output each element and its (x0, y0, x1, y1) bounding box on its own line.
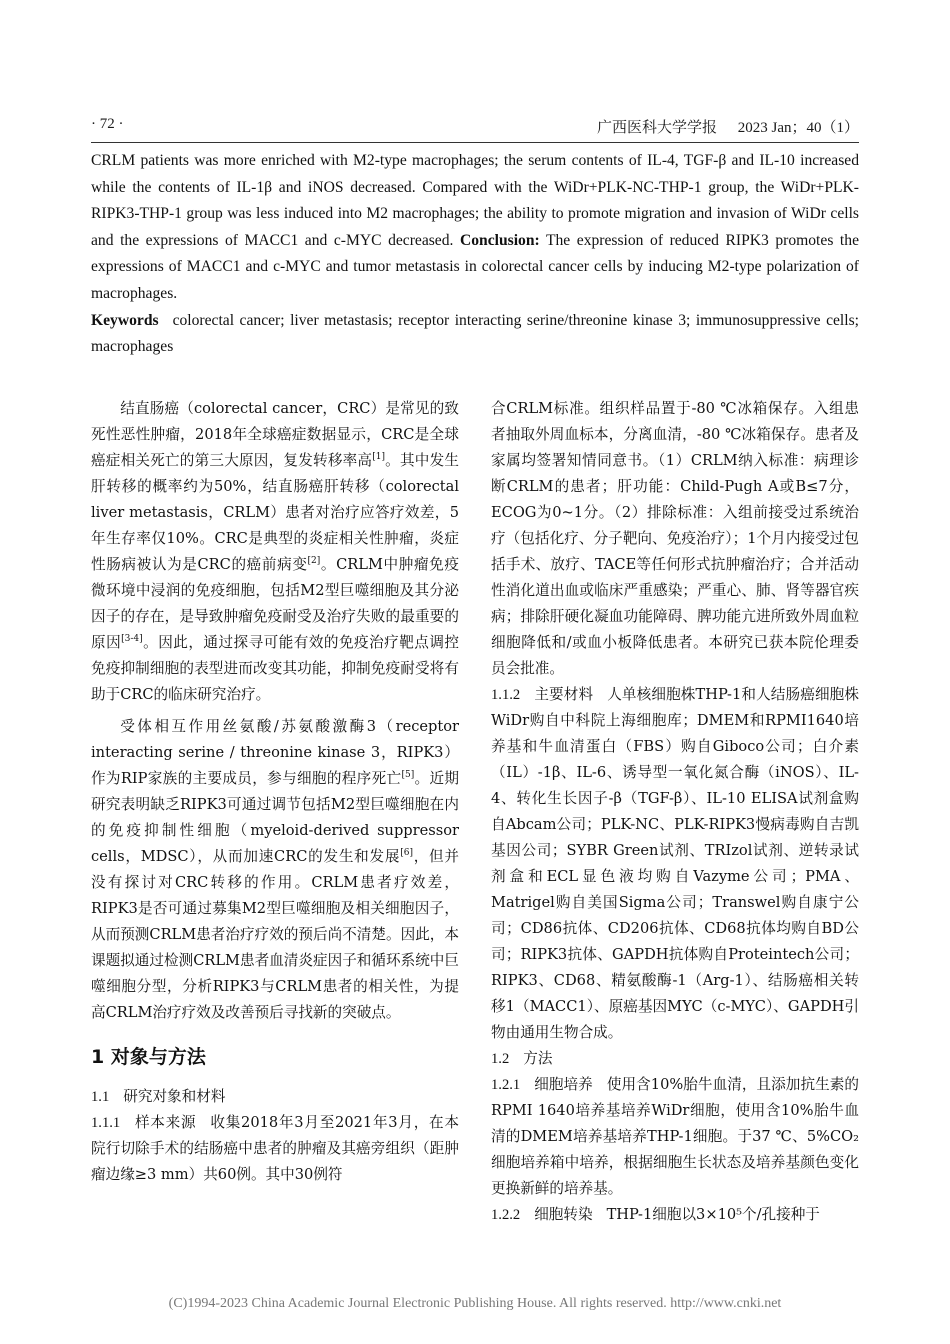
subsection-1-2-1 (491, 1072, 859, 1202)
section-heading: 1 对象与方法 (91, 1046, 206, 1068)
subsection-number: 1.1 (91, 1089, 110, 1105)
citation: [2] (307, 556, 321, 567)
subsection-number: 1.2.2 (491, 1207, 521, 1223)
right-column (491, 396, 859, 1228)
citation: [5] (401, 770, 415, 781)
subsection-1-2-2 (491, 1202, 859, 1228)
conclusion-label: Conclusion: (459, 231, 540, 249)
intro-paragraph-2 (91, 714, 459, 1026)
abstract-results-text: CRLM patients was more enriched with M2-type macrophages; the serum contents of IL-4, TGF-β and IL-10 increased while the contents of IL-1β and iNOS decreased. Compared with the WiDr+PLK-NC-THP-1 group, the WiDr+PLK-RIPK3-THP-1 group was less induced into M2 macrophages; the ability to promote migration and invasion of WiDr cells and the expressions of MACC1 and c-MYC decreased. (91, 152, 859, 249)
sample-paragraph-continued: 合CRLM标准。组织样品置于-80 ℃冰箱保存。入组患者抽取外周血标本，分离血清，-80 ℃冰箱保存。患者及家属均签署知情同意书。（1）CRLM纳入标准：病理诊断CRLM的患者；肝功能：Child-Pugh A或B≤7分，ECOG为0~1分。（2）排除标准：入组前接受过系统治疗（包括化疗、分子靶向、免疫治疗）；1个月内接受过包括手术、放疗、TACE等任何形式抗肿瘤治疗；合并活动性消化道出血或临床严重感染；严重心、肺、肾等器官疾病；排除肝硬化凝血功能障碍、脾功能亢进所致外周血粒细胞降低和/或血小板降低患者。本研究已获本院伦理委员会批准。 (491, 400, 859, 677)
intro-text: 结直肠癌（colorectal cancer，CRC）是常见的致死性恶性肿瘤，2018年全球癌症数据显示，CRC是全球癌症相关死亡的第三大原因，复发转移率高 (91, 400, 459, 469)
abstract-conclusion-text: The expression of reduced RIPK3 promotes the expressions of MACC1 and c-MYC and tumor metastasis in colorectal cancer cells by inducing M2-type polarization of macrophages. (91, 231, 859, 302)
subsection-1-2 (491, 1046, 859, 1072)
subsection-1-1 (91, 1084, 459, 1110)
intro-text: 受体相互作用丝氨酸/苏氨酸激酶3（receptor interacting serine / threonine kinase 3，RIPK3）作为RIP家族的主要成员，参与细胞的程序死亡 (91, 718, 459, 787)
english-abstract (91, 148, 859, 361)
keywords-label: Keywords (91, 311, 159, 329)
keywords (91, 308, 859, 361)
left-column (91, 396, 459, 1188)
journal-title: 广西医科大学学报 (596, 118, 717, 136)
page-number: · 72 · (91, 116, 124, 132)
intro-text: 。近期研究表明缺乏RIPK3可通过调节包括M2型巨噬细胞在内的免疫抑制性细胞（myeloid-derived suppressor cells，MDSC），从而加速CRC的发生和发展 (91, 770, 459, 865)
intro-text: 。其中发生肝转移的概率约为50%，结直肠癌肝转移（colorectal liver metastasis，CRLM）患者对治疗应答疗效差，5年生存率仅10%。CRC是典型的炎症相关性肿瘤，炎症性肠病被认为是CRC的癌前病变 (91, 452, 459, 573)
intro-text: 。CRLM中肿瘤免疫微环境中浸润的免疫细胞，包括M2型巨噬细胞及其分泌因子的存在，是导致肿瘤免疫耐受及治疗失败的最重要的原因 (91, 556, 459, 651)
subsection-number: 1.1.2 (491, 687, 521, 703)
subsection-number: 1.2 (491, 1051, 510, 1067)
subsection-title: 细胞培养 (534, 1076, 593, 1093)
header-rule (91, 142, 859, 143)
abstract-paragraph (91, 148, 859, 308)
subsection-title: 方法 (523, 1050, 553, 1067)
intro-paragraph-1 (91, 396, 459, 708)
subsection-1-1-2 (491, 682, 859, 1046)
subsection-text: 收集2018年3月至2021年3月，在本院行切除手术的结肠癌中患者的肿瘤及其癌旁组织（距肿瘤边缘≥3 mm）共60例。其中30例符 (91, 1114, 459, 1183)
citation: [6] (400, 848, 413, 859)
intro-text: ，但并没有探讨对CRC转移的作用。CRLM患者疗效差，RIPK3是否可通过募集M2型巨噬细胞及相关细胞因子，从而预测CRLM患者治疗疗效的预后尚不清楚。因此，本课题拟通过检测CRLM患者血清炎症因子和循环系统中巨噬细胞分型，分析RIPK3与CRLM患者的相关性，为提高CRLM治疗疗效及改善预后寻找新的突破点。 (91, 848, 459, 1021)
subsection-text: THP-1细胞以3×10⁵个/孔接种于 (606, 1206, 820, 1223)
subsection-title: 主要材料 (534, 686, 594, 703)
subsection-1-1-1 (91, 1110, 459, 1188)
subsection-text: 人单核细胞株THP-1和人结肠癌细胞株WiDr购自中科院上海细胞库；DMEM和RPMI1640培养基和牛血清蛋白（FBS）购自Giboco公司；白介素（IL）-1β、IL-6、诱导型一氧化氮合酶（iNOS）、IL-4、转化生长因子-β（TGF-β）、IL-10 ELISA试剂盒购自Abcam公司；PLK-NC、PLK-RIPK3慢病毒购自吉凯基因公司；SYBR Green试剂、TRIzol试剂、逆转录试剂盒和ECL显色液均购自Vazyme公司；PMA、Matrigel购自美国Sigma公司；Transwel购自康宁公司；CD86抗体、CD206抗体、CD68抗体均购自BD公司；RIPK3抗体、GAPDH抗体购自Proteintech公司；RIPK3、CD68、精氨酸酶-1（Arg-1）、结肠癌相关转移1（MACC1）、原癌基因MYC（c-MYC）、GAPDH引物由通用生物合成。 (491, 686, 859, 1041)
subsection-text: 使用含10%胎牛血清，且添加抗生素的RPMI 1640培养基培养WiDr细胞，使用含10%胎牛血清的DMEM培养基培养THP-1细胞。于37 ℃、5%CO₂细胞培养箱中培养，根据细胞生长状态及培养基颜色变化更换新鲜的培养基。 (491, 1076, 859, 1197)
copyright-footer: (C)1994-2023 China Academic Journal Electronic Publishing House. All rights reserved. http://www.cnki.net (168, 1296, 782, 1311)
subsection-title: 研究对象和材料 (123, 1088, 226, 1105)
citation: [3-4] (121, 634, 143, 645)
subsection-title: 样本来源 (134, 1114, 197, 1131)
subsection-title: 细胞转染 (534, 1206, 593, 1223)
intro-text: 。因此，通过探寻可能有效的免疫治疗靶点调控免疫抑制细胞的表型进而改变其功能，抑制免疫耐受将有助于CRC的临床研究治疗。 (91, 634, 459, 703)
journal-issue: 2023 Jan；40（1） (737, 120, 859, 136)
subsection-number: 1.1.1 (91, 1115, 121, 1131)
subsection-number: 1.2.1 (491, 1077, 521, 1093)
keywords-text: colorectal cancer; liver metastasis; receptor interacting serine/threonine kinase 3; immunosuppressive cells; macrophages (91, 311, 859, 356)
citation: [1] (372, 452, 385, 463)
running-header (91, 116, 859, 140)
